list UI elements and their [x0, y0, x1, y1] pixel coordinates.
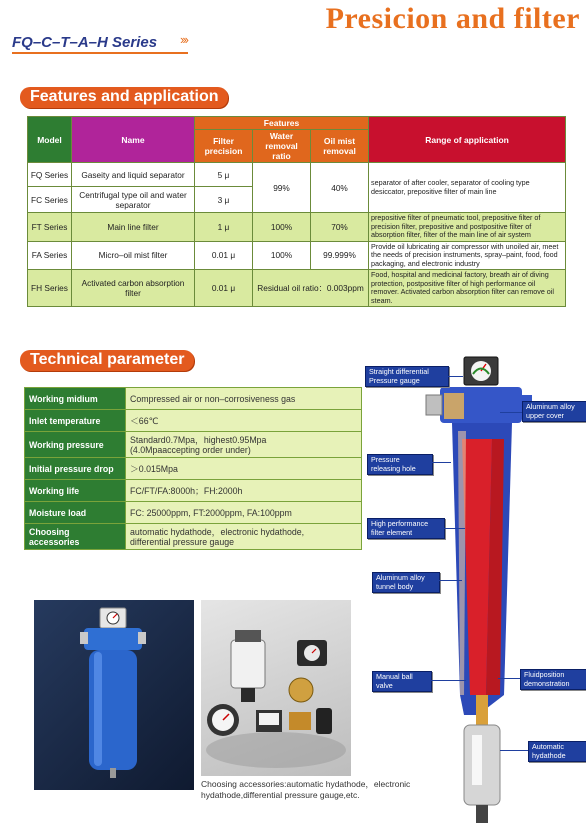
accessories-icon	[201, 600, 351, 776]
header-model: Model	[28, 117, 72, 163]
name-cell: Micro–oil mist filter	[72, 241, 195, 270]
table-row	[28, 213, 566, 242]
param-label: Working midium	[25, 388, 126, 410]
precision-cell: 3 μ	[195, 187, 253, 213]
param-label: Choosing accessories	[25, 524, 126, 550]
range-cell: prepositive filter of pneumatic tool, prepositive filter of precision filter, prepositive and postpositive filter of absorption filter, filter of the main line of air system	[369, 213, 566, 242]
water-cell: 99%	[253, 163, 311, 213]
param-label: Moisture load	[25, 502, 126, 524]
range-cell: separator of after cooler, separator of cooling type desiccator, prepositive filter of main line	[369, 163, 566, 213]
oil-cell: 99.999%	[311, 241, 369, 270]
param-value: FC: 25000ppm, FT:2000ppm, FA:100ppm	[126, 502, 362, 524]
series-underline	[12, 52, 188, 54]
range-cell: Provide oil lubricating air compressor with unoiled air, meet the needs of precision instruments, spray–paint, food, food packaging, and electronic industry	[369, 241, 566, 270]
precision-cell: 5 μ	[195, 163, 253, 187]
leader-line	[500, 412, 522, 413]
leader-line	[498, 678, 520, 679]
header-water-removal: Water removal ratio	[253, 130, 311, 163]
name-cell: Centrifugal type oil and water separator	[72, 187, 195, 213]
callout-tunnel-body: Aluminum alloy tunnel body	[372, 572, 440, 593]
table-row	[25, 410, 362, 432]
table-row	[25, 502, 362, 524]
precision-cell: 0.01 μ	[195, 270, 253, 307]
callout-pressure-hole: Pressure releasing hole	[367, 454, 433, 475]
model-cell: FT Series	[28, 213, 72, 242]
name-cell: Main line filter	[72, 213, 195, 242]
leader-line	[426, 680, 466, 681]
features-section-title: Features and application	[20, 87, 228, 108]
tech-section-title: Technical parameter	[20, 350, 194, 371]
callout-gauge: Straight differential Pressure gauge	[365, 366, 449, 387]
param-value: FC/FT/FA:8000h；FH:2000h	[126, 480, 362, 502]
residual-oil-cell: Residual oil ratio：0.003ppm	[253, 270, 369, 307]
table-row	[25, 524, 362, 550]
oil-cell: 40%	[311, 163, 369, 213]
leader-line	[439, 528, 465, 529]
page-title: Presicion and filter	[325, 2, 580, 35]
header-name: Name	[72, 117, 195, 163]
param-value: ＜66℃	[126, 410, 362, 432]
param-label: Working pressure	[25, 432, 126, 458]
param-label: Initial pressure drop	[25, 458, 126, 480]
water-cell: 100%	[253, 213, 311, 242]
header-oil-mist-removal: Oil mist removal	[311, 130, 369, 163]
table-row	[28, 241, 566, 270]
table-row	[28, 163, 566, 187]
callout-filter-element: High performance filter element	[367, 518, 445, 539]
param-value: Compressed air or non–corrosiveness gas	[126, 388, 362, 410]
callout-upper-cover: Aluminum alloy upper cover	[522, 401, 586, 422]
tech-table	[24, 387, 362, 550]
precision-cell: 0.01 μ	[195, 241, 253, 270]
arrow-icon: ›››	[180, 32, 187, 47]
accessories-caption: Choosing accessories:automatic hydathode，electronic hydathode,differential pressure gauge,etc.	[201, 779, 411, 800]
model-cell: FQ Series	[28, 163, 72, 187]
callout-fluid-demo: Fluidposition demonstration	[520, 669, 586, 690]
filter-housing-icon	[34, 600, 194, 790]
oil-cell: 70%	[311, 213, 369, 242]
table-row	[28, 270, 566, 307]
leader-line	[443, 376, 463, 377]
model-cell: FC Series	[28, 187, 72, 213]
precision-cell: 1 μ	[195, 213, 253, 242]
leader-line	[427, 462, 451, 463]
model-cell: FH Series	[28, 270, 72, 307]
filter-product-photo	[34, 600, 194, 790]
param-value: ＞0.015Mpa	[126, 458, 362, 480]
param-value: automatic hydathode，electronic hydathode, differential pressure gauge	[126, 524, 362, 550]
table-row	[25, 388, 362, 410]
callout-ball-valve: Manual ball valve	[372, 671, 432, 692]
water-cell: 100%	[253, 241, 311, 270]
callout-auto-hydathode: Automatic hydathode	[528, 741, 586, 762]
table-row	[25, 458, 362, 480]
range-cell: Food, hospital and medicinal factory, breath air of diving protection, postpositive filter of high performance oil remover. Activated carbon absorption filter can remove oil steam.	[369, 270, 566, 307]
name-cell: Gaseity and liquid separator	[72, 163, 195, 187]
header-filter-precision: Filter precision	[195, 130, 253, 163]
model-cell: FA Series	[28, 241, 72, 270]
features-table	[27, 116, 566, 307]
leader-line	[434, 580, 462, 581]
table-row	[25, 480, 362, 502]
table-row	[25, 432, 362, 458]
header-range: Range of application	[369, 117, 566, 163]
leader-line	[500, 750, 528, 751]
series-label: FQ–C–T–A–H Series	[12, 34, 158, 51]
param-label: Working life	[25, 480, 126, 502]
param-value: Standard0.7Mpa，highest0.95Mpa (4.0Mpaaccepting order under)	[126, 432, 362, 458]
name-cell: Activated carbon absorption filter	[72, 270, 195, 307]
accessories-photo	[201, 600, 351, 776]
header-features: Features	[195, 117, 369, 130]
param-label: Inlet temperature	[25, 410, 126, 432]
